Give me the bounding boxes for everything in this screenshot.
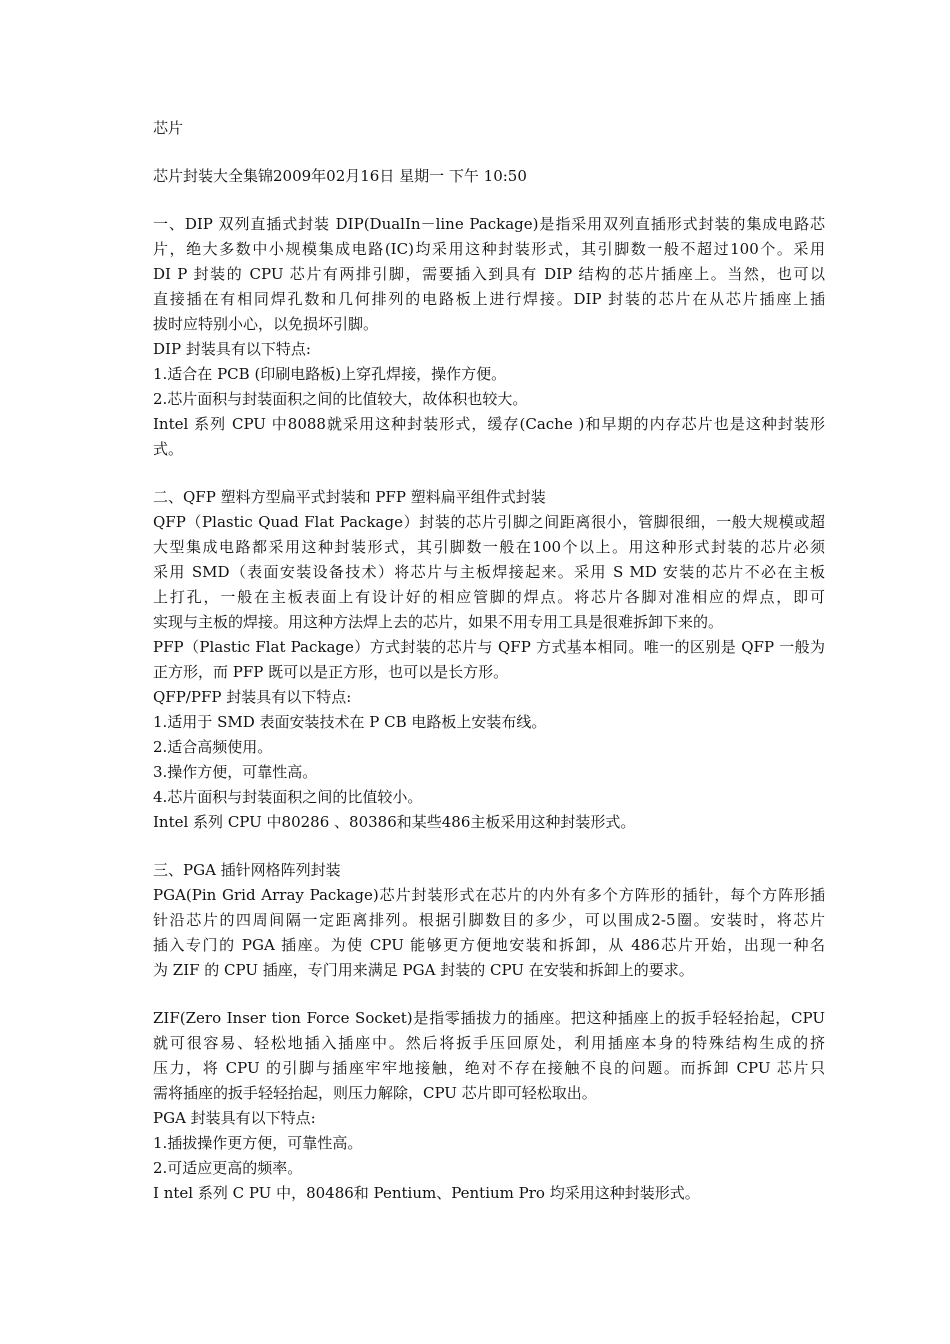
- paragraph-line: ZIF(Zero Inser tion Force Socket)是指零插拔力的插座。把这种插座上的扳手轻轻抬起，CPU: [153, 1009, 825, 1027]
- document-title: 芯片: [153, 119, 184, 137]
- list-item: 4.芯片面积与封装面积之间的比值较小。: [153, 788, 423, 806]
- list-item: 2.可适应更高的频率。: [153, 1159, 303, 1177]
- list-item: 1.插拔操作更方便，可靠性高。: [153, 1134, 363, 1152]
- section-heading: 二、QFP 塑料方型扁平式封装和 PFP 塑料扁平组件式封装: [153, 488, 546, 506]
- paragraph-line: 拔时应特别小心，以免损坏引脚。: [153, 315, 379, 333]
- paragraph-line: PGA(Pin Grid Array Package)芯片封装形式在芯片的内外有多个方阵形的插针，每个方阵形插: [153, 886, 825, 904]
- paragraph-line: 针沿芯片的四周间隔一定距离排列。根据引脚数目的多少，可以围成2-5圈。安装时，将芯片: [153, 911, 825, 929]
- paragraph-line: PFP（Plastic Flat Package）方式封装的芯片与 QFP 方式基本相同。唯一的区别是 QFP 一般为: [153, 638, 825, 656]
- paragraph-line: 实现与主板的焊接。用这种方法焊上去的芯片，如果不用专用工具是很难拆卸下来的。: [153, 613, 724, 631]
- paragraph-line: 片，绝大多数中小规模集成电路(IC)均采用这种封装形式，其引脚数一般不超过100个。采用: [153, 240, 825, 258]
- paragraph-line: 插入专门的 PGA 插座。为使 CPU 能够更方便地安装和拆卸，从 486芯片开始，出现一种名: [153, 936, 825, 954]
- paragraph-line: 一、DIP 双列直插式封装 DIP(DualIn－line Package)是指采用双列直插形式封装的集成电路芯: [153, 215, 825, 233]
- paragraph-line: QFP/PFP 封装具有以下特点:: [153, 688, 352, 706]
- paragraph-line: DI P 封装的 CPU 芯片有两排引脚，需要插入到具有 DIP 结构的芯片插座上。当然，也可以: [153, 265, 825, 283]
- document-subtitle: 芯片封装大全集锦2009年02月16日 星期一 下午 10:50: [153, 167, 527, 185]
- paragraph-line: 为 ZIF 的 CPU 插座，专门用来满足 PGA 封装的 CPU 在安装和拆卸上的要求。: [153, 961, 694, 979]
- paragraph-line: 采用 SMD（表面安装设备技术）将芯片与主板焊接起来。采用 S MD 安装的芯片不必在主板: [153, 563, 825, 581]
- paragraph-line: 上打孔，一般在主板表面上有设计好的相应管脚的焊点。将芯片各脚对准相应的焊点，即可: [153, 588, 825, 606]
- paragraph-line: Intel 系列 CPU 中8088就采用这种封装形式，缓存(Cache )和早期的内存芯片也是这种封装形: [153, 415, 825, 433]
- paragraph-line: Intel 系列 CPU 中80286 、80386和某些486主板采用这种封装形式。: [153, 813, 636, 831]
- list-item: 3.操作方便，可靠性高。: [153, 763, 318, 781]
- paragraph-line: PGA 封装具有以下特点:: [153, 1109, 316, 1127]
- paragraph-line: 需将插座的扳手轻轻抬起，则压力解除，CPU 芯片即可轻松取出。: [153, 1084, 597, 1102]
- paragraph-line: 式。: [153, 440, 184, 458]
- list-item: 1.适用于 SMD 表面安装技术在 P CB 电路板上安装布线。: [153, 713, 547, 731]
- paragraph-line: QFP（Plastic Quad Flat Package）封装的芯片引脚之间距离很小，管脚很细，一般大规模或超: [153, 513, 825, 531]
- paragraph-line: 直接插在有相同焊孔数和几何排列的电路板上进行焊接。DIP 封装的芯片在从芯片插座上插: [153, 290, 825, 308]
- paragraph-line: 压力，将 CPU 的引脚与插座牢牢地接触，绝对不存在接触不良的问题。而拆卸 CPU 芯片只: [153, 1059, 825, 1077]
- paragraph-line: 正方形，而 PFP 既可以是正方形，也可以是长方形。: [153, 663, 509, 681]
- paragraph-line: 就可很容易、轻松地插入插座中。然后将扳手压回原处，利用插座本身的特殊结构生成的挤: [153, 1034, 825, 1052]
- paragraph-line: DIP 封装具有以下特点:: [153, 340, 311, 358]
- list-item: 2.适合高频使用。: [153, 738, 273, 756]
- section-heading: 三、PGA 插针网格阵列封装: [153, 861, 341, 879]
- paragraph-line: 大型集成电路都采用这种封装形式，其引脚数一般在100个以上。用这种形式封装的芯片必须: [153, 538, 825, 556]
- list-item: 2.芯片面积与封装面积之间的比值较大，故体积也较大。: [153, 390, 528, 408]
- list-item: 1.适合在 PCB (印刷电路板)上穿孔焊接，操作方便。: [153, 365, 507, 383]
- paragraph-line: I ntel 系列 C PU 中，80486和 Pentium、Pentium Pro 均采用这种封装形式。: [153, 1184, 700, 1202]
